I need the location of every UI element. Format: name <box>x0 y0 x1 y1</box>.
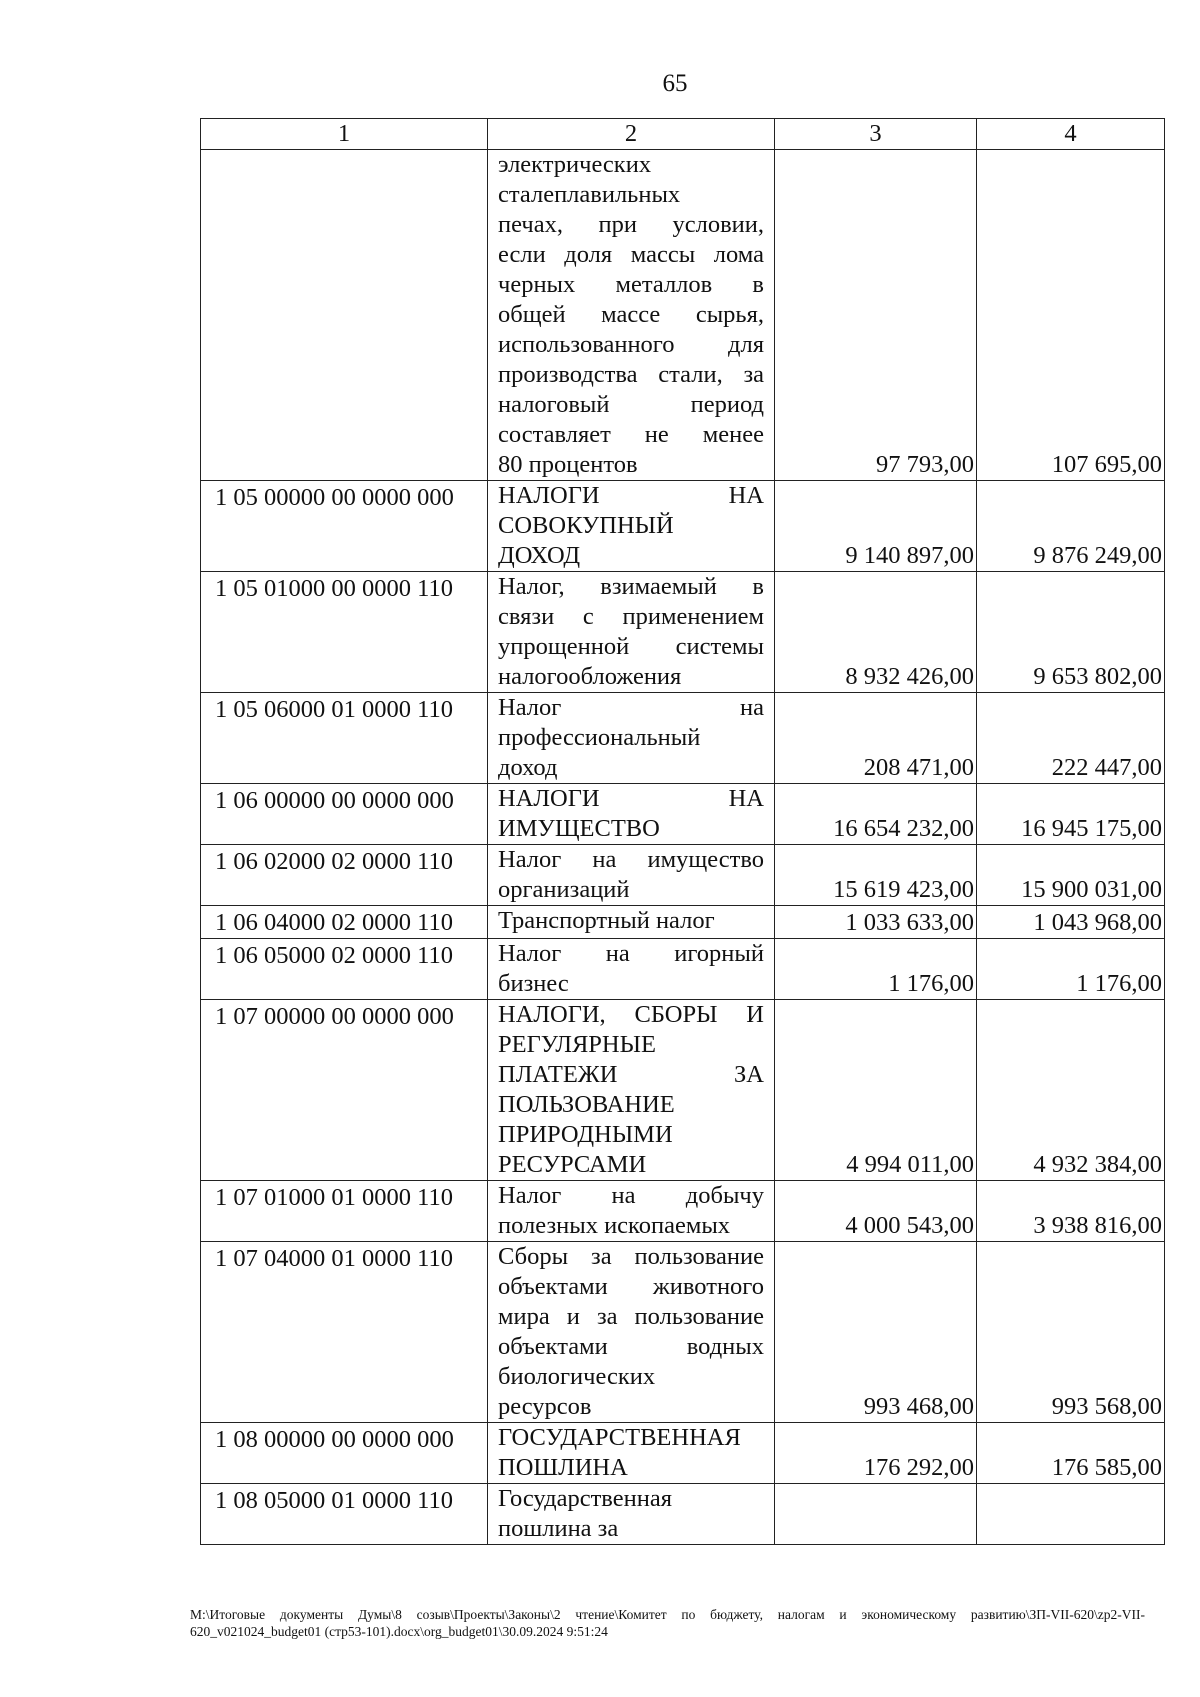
income-name-line: налогообложения <box>498 663 682 690</box>
classification-code: 1 06 05000 02 0000 110 <box>201 939 488 1000</box>
amount-col4: 15 900 031,00 <box>977 845 1165 906</box>
income-name-line: Налог на добычу <box>498 1182 764 1209</box>
amount-col4: 107 695,00 <box>977 150 1165 481</box>
table-row <box>201 693 1165 784</box>
income-name-line: ДОХОД <box>498 542 581 569</box>
classification-code: 1 07 00000 00 0000 000 <box>201 1000 488 1181</box>
amount-col4: 1 043 968,00 <box>977 906 1165 939</box>
classification-code: 1 05 01000 00 0000 110 <box>201 572 488 693</box>
income-name-line: профессиональный <box>498 724 701 751</box>
income-name-line: если доля массы лома <box>498 241 764 268</box>
income-name-line: СОВОКУПНЫЙ <box>498 512 674 539</box>
income-name-line: общей массе сырья, <box>498 301 764 328</box>
amount-col3: 97 793,00 <box>775 150 977 481</box>
table-header-row <box>201 119 1165 150</box>
table-row <box>201 1000 1165 1181</box>
income-name-line: ПОШЛИНА <box>498 1454 628 1481</box>
classification-code: 1 06 00000 00 0000 000 <box>201 784 488 845</box>
income-name <box>488 693 775 784</box>
income-name-line: составляет не менее <box>498 421 764 448</box>
column-header: 3 <box>775 119 977 150</box>
income-name-line: Транспортный налог <box>498 907 715 934</box>
income-name-line: Налог, взимаемый в <box>498 573 764 600</box>
table-row <box>201 481 1165 572</box>
income-name <box>488 1423 775 1484</box>
amount-col4: 993 568,00 <box>977 1242 1165 1423</box>
table-row <box>201 1484 1165 1545</box>
income-name-line: Налог на <box>498 694 764 721</box>
classification-code <box>201 150 488 481</box>
income-name-line: электрических <box>498 151 652 178</box>
income-name <box>488 1181 775 1242</box>
income-name <box>488 572 775 693</box>
income-name-line: бизнес <box>498 970 569 997</box>
income-name-line: Налог на имущество <box>498 846 764 873</box>
income-name-line: объектами животного <box>498 1273 764 1300</box>
table-row <box>201 906 1165 939</box>
amount-col4: 9 653 802,00 <box>977 572 1165 693</box>
classification-code: 1 06 02000 02 0000 110 <box>201 845 488 906</box>
classification-code: 1 08 00000 00 0000 000 <box>201 1423 488 1484</box>
income-name <box>488 845 775 906</box>
income-name <box>488 784 775 845</box>
income-name-line: ресурсов <box>498 1393 592 1420</box>
income-name-line: печах, при условии, <box>498 211 764 238</box>
income-name-line: РЕСУРСАМИ <box>498 1151 647 1178</box>
amount-col3: 176 292,00 <box>775 1423 977 1484</box>
amount-col3: 1 176,00 <box>775 939 977 1000</box>
table-row <box>201 784 1165 845</box>
column-header: 4 <box>977 119 1165 150</box>
income-name-line: использованного для <box>498 331 764 358</box>
income-name-line: упрощенной системы <box>498 633 764 660</box>
amount-col3: 9 140 897,00 <box>775 481 977 572</box>
income-name <box>488 1000 775 1181</box>
income-name-line: доход <box>498 754 558 781</box>
amount-col3: 208 471,00 <box>775 693 977 784</box>
income-name-line: Государственная <box>498 1485 672 1512</box>
income-name-line: мира и за пользование <box>498 1303 764 1330</box>
income-name-line: РЕГУЛЯРНЫЕ <box>498 1031 656 1058</box>
column-header: 1 <box>201 119 488 150</box>
amount-col3: 4 000 543,00 <box>775 1181 977 1242</box>
classification-code: 1 06 04000 02 0000 110 <box>201 906 488 939</box>
amount-col4: 9 876 249,00 <box>977 481 1165 572</box>
income-name-line: производства стали, за <box>498 361 764 388</box>
amount-col4: 1 176,00 <box>977 939 1165 1000</box>
income-name-line: ГОСУДАРСТВЕННАЯ <box>498 1424 741 1451</box>
income-name <box>488 906 775 939</box>
income-name-line: сталеплавильных <box>498 181 681 208</box>
table-row <box>201 939 1165 1000</box>
income-name-line: НАЛОГИ НА <box>498 785 764 812</box>
classification-code: 1 07 04000 01 0000 110 <box>201 1242 488 1423</box>
classification-code: 1 08 05000 01 0000 110 <box>201 1484 488 1545</box>
table-row <box>201 845 1165 906</box>
income-name-line: ПОЛЬЗОВАНИЕ <box>498 1091 675 1118</box>
income-name-line: 80 процентов <box>498 451 638 478</box>
amount-col3: 1 033 633,00 <box>775 906 977 939</box>
income-name-line: НАЛОГИ, СБОРЫ И <box>498 1001 764 1028</box>
income-name-line: полезных ископаемых <box>498 1212 731 1239</box>
classification-code: 1 07 01000 01 0000 110 <box>201 1181 488 1242</box>
income-name-line: организаций <box>498 876 630 903</box>
page-number: 65 <box>662 70 688 97</box>
income-name <box>488 150 775 481</box>
income-name-line: пошлина за <box>498 1515 619 1542</box>
amount-col4: 3 938 816,00 <box>977 1181 1165 1242</box>
income-name-line: объектами водных <box>498 1333 764 1360</box>
table-row <box>201 150 1165 481</box>
budget-table <box>200 118 1165 1545</box>
amount-col4: 222 447,00 <box>977 693 1165 784</box>
income-name <box>488 1242 775 1423</box>
income-name-line: Сборы за пользование <box>498 1243 764 1270</box>
amount-col4: 16 945 175,00 <box>977 784 1165 845</box>
amount-col3: 8 932 426,00 <box>775 572 977 693</box>
income-name-line: НАЛОГИ НА <box>498 482 764 509</box>
table-row <box>201 1242 1165 1423</box>
income-name <box>488 481 775 572</box>
income-name-line: налоговый период <box>498 391 764 418</box>
income-name <box>488 939 775 1000</box>
income-name-line: связи с применением <box>498 603 764 630</box>
table-row <box>201 1423 1165 1484</box>
classification-code: 1 05 06000 01 0000 110 <box>201 693 488 784</box>
income-name-line: биологических <box>498 1363 656 1390</box>
amount-col3: 4 994 011,00 <box>775 1000 977 1181</box>
amount-col4: 4 932 384,00 <box>977 1000 1165 1181</box>
table-row <box>201 572 1165 693</box>
amount-col3 <box>775 1484 977 1545</box>
income-name-line: черных металлов в <box>498 271 764 298</box>
column-header: 2 <box>488 119 775 150</box>
footer-file-path: М:\Итоговые документы Думы\8 созыв\Проекты\Законы\2 чтение\Комитет по бюджету, налогам и экономическому развитию\ЗП-VII-620\zp2-VII-620_v021024_budget01 (стр53-101).docx\org_budget01\30.09.2024 9:51:24 <box>190 1607 1145 1639</box>
amount-col4 <box>977 1484 1165 1545</box>
amount-col3: 15 619 423,00 <box>775 845 977 906</box>
table-row <box>201 1181 1165 1242</box>
income-name-line: ИМУЩЕСТВО <box>498 815 660 842</box>
income-name-line: ПЛАТЕЖИ ЗА <box>498 1061 764 1088</box>
classification-code: 1 05 00000 00 0000 000 <box>201 481 488 572</box>
income-name-line: Налог на игорный <box>498 940 764 967</box>
income-name-line: ПРИРОДНЫМИ <box>498 1121 673 1148</box>
amount-col3: 16 654 232,00 <box>775 784 977 845</box>
income-name <box>488 1484 775 1545</box>
amount-col3: 993 468,00 <box>775 1242 977 1423</box>
amount-col4: 176 585,00 <box>977 1423 1165 1484</box>
